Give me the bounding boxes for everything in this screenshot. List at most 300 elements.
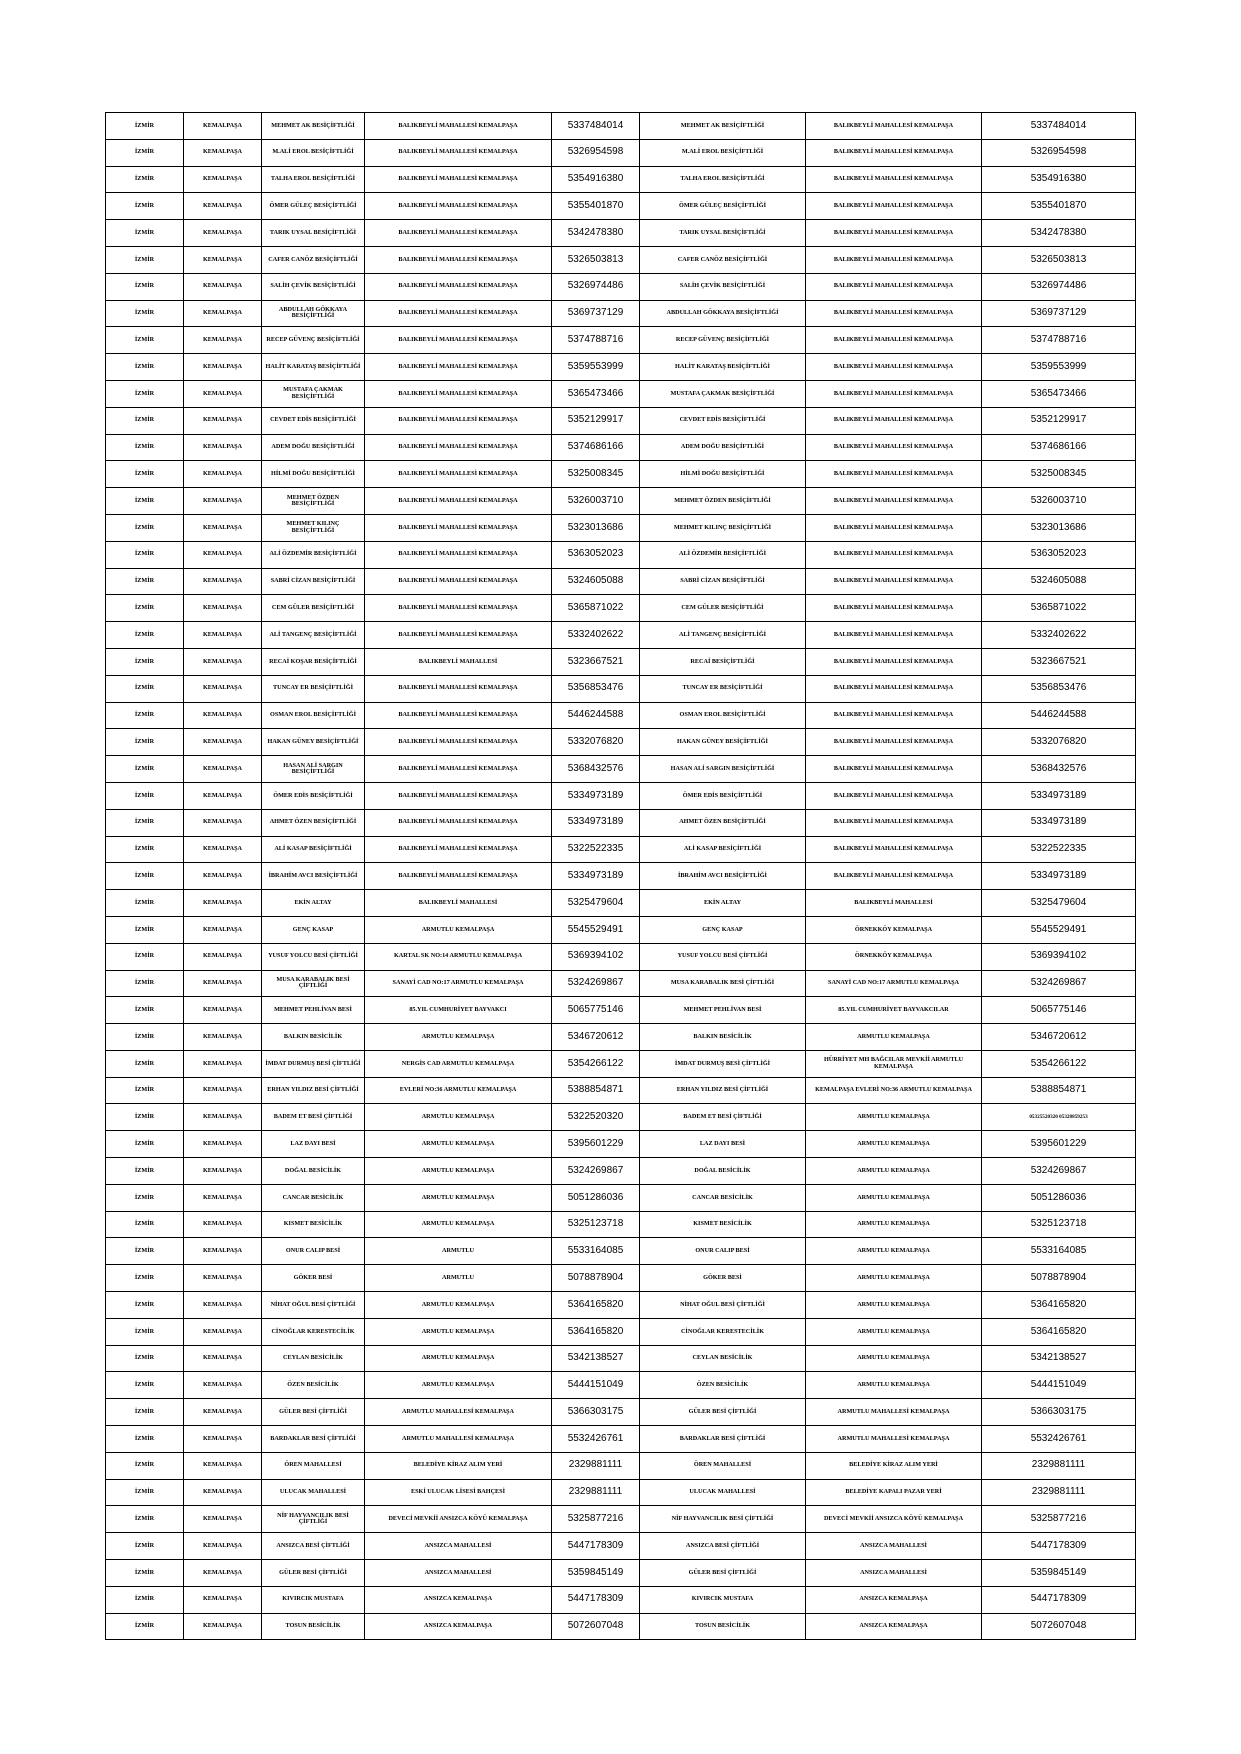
address-2-cell: 85.YIL CUMHURİYET BAYVAKCILAR (806, 997, 982, 1024)
phone-2-cell: 5323013686 (982, 514, 1136, 541)
farm-name-2-cell: BALKIN BESİCİLİK (640, 1024, 806, 1051)
city-cell: İZMİR (106, 488, 184, 515)
phone-cell: 5323013686 (552, 514, 640, 541)
city-cell: İZMİR (106, 1104, 184, 1131)
address-2-cell: BALIKBEYLİ MAHALLESİ KEMALPAŞA (806, 702, 982, 729)
address-cell: ARMUTLU (365, 1238, 552, 1265)
city-cell: İZMİR (106, 1426, 184, 1453)
phone-2-cell: 5352129917 (982, 407, 1136, 434)
table-row (106, 1426, 1136, 1453)
city-cell: İZMİR (106, 1506, 184, 1533)
table-row (106, 1184, 1136, 1211)
phone-2-cell: 5363052023 (982, 541, 1136, 568)
table-row (106, 1372, 1136, 1399)
city-cell: İZMİR (106, 407, 184, 434)
table-row (106, 702, 1136, 729)
city-cell: İZMİR (106, 1158, 184, 1185)
address-2-cell: BALIKBEYLİ MAHALLESİ KEMALPAŞA (806, 675, 982, 702)
farm-name-2-cell: SALİH ÇEVİK BESİÇİFTLİĞİ (640, 273, 806, 300)
phone-2-cell: 5326003710 (982, 488, 1136, 515)
farm-name-cell: EKİN ALTAY (262, 890, 365, 917)
farm-name-2-cell: CEVDET EDİS BESİÇİFTLİĞİ (640, 407, 806, 434)
table-row (106, 1050, 1136, 1077)
phone-2-cell: 5446244588 (982, 702, 1136, 729)
city-cell: İZMİR (106, 595, 184, 622)
district-cell: KEMALPAŞA (184, 1158, 262, 1185)
address-2-cell: ARMUTLU KEMALPAŞA (806, 1131, 982, 1158)
address-cell: BALIKBEYLİ MAHALLESİ KEMALPAŞA (365, 488, 552, 515)
farm-name-cell: RECEP GÜVENÇ BESİÇİFTLİĞİ (262, 327, 365, 354)
address-cell: BALIKBEYLİ MAHALLESİ KEMALPAŞA (365, 113, 552, 140)
table-row (106, 1238, 1136, 1265)
farm-name-cell: ULUCAK MAHALLESİ (262, 1479, 365, 1506)
address-cell: BALIKBEYLİ MAHALLESİ (365, 648, 552, 675)
table-row (106, 568, 1136, 595)
address-cell: BALIKBEYLİ MAHALLESİ KEMALPAŞA (365, 461, 552, 488)
address-2-cell: ARMUTLU KEMALPAŞA (806, 1024, 982, 1051)
table-row (106, 782, 1136, 809)
farm-name-cell: ÖMER GÜLEÇ BESİÇİFTLİĞİ (262, 193, 365, 220)
phone-2-cell: 5342478380 (982, 220, 1136, 247)
table-row (106, 139, 1136, 166)
farm-name-2-cell: MUSTAFA ÇAKMAK BESİÇİFTLİĞİ (640, 380, 806, 407)
farm-name-cell: CAFER CANÖZ BESİÇİFTLİĞİ (262, 246, 365, 273)
table-row (106, 1586, 1136, 1613)
farm-name-cell: CEM GÜLER BESİÇİFTLİĞİ (262, 595, 365, 622)
phone-cell: 5325479604 (552, 890, 640, 917)
city-cell: İZMİR (106, 943, 184, 970)
table-row (106, 166, 1136, 193)
farm-name-cell: ERHAN YILDIZ BESİ ÇİFTLİĞİ (262, 1077, 365, 1104)
address-cell: ARMUTLU KEMALPAŞA (365, 1131, 552, 1158)
farm-name-2-cell: NİF HAYVANCILIK BESİ ÇİFTLİĞİ (640, 1506, 806, 1533)
farm-name-cell: TUNCAY ER BESİÇİFTLİĞİ (262, 675, 365, 702)
phone-cell: 5388854871 (552, 1077, 640, 1104)
table-row (106, 970, 1136, 997)
address-2-cell: ÖRNEKKÖY KEMALPAŞA (806, 916, 982, 943)
farm-name-cell: ALİ KASAP BESİÇİFTLİĞİ (262, 836, 365, 863)
phone-cell: 5533164085 (552, 1238, 640, 1265)
farm-name-2-cell: TUNCAY ER BESİÇİFTLİĞİ (640, 675, 806, 702)
phone-cell: 5051286036 (552, 1184, 640, 1211)
farm-name-2-cell: LAZ DAYI BESİ (640, 1131, 806, 1158)
table-row (106, 863, 1136, 890)
farm-name-2-cell: İBRAHİM AVCI BESİÇİFTLİĞİ (640, 863, 806, 890)
address-2-cell: BELEDİYE KAPALI PAZAR YERİ (806, 1479, 982, 1506)
address-2-cell: KEMALPAŞA EVLERİ NO:36 ARMUTLU KEMALPAŞA (806, 1077, 982, 1104)
address-2-cell: BALIKBEYLİ MAHALLESİ KEMALPAŞA (806, 193, 982, 220)
farm-name-cell: CİNOĞLAR KERESTECİLİK (262, 1318, 365, 1345)
farm-name-cell: ADEM DOĞU BESİÇİFTLİĞİ (262, 434, 365, 461)
district-cell: KEMALPAŞA (184, 943, 262, 970)
table-row (106, 1613, 1136, 1640)
phone-cell: 2329881111 (552, 1452, 640, 1479)
address-2-cell: ARMUTLU KEMALPAŞA (806, 1265, 982, 1292)
farm-name-cell: GÜLER BESİ ÇİFTLİĞİ (262, 1560, 365, 1587)
city-cell: İZMİR (106, 1077, 184, 1104)
district-cell: KEMALPAŞA (184, 488, 262, 515)
phone-cell: 5355401870 (552, 193, 640, 220)
farm-name-cell: RECAİ KOŞAR BESİÇİFTLİĞİ (262, 648, 365, 675)
phone-2-cell: 5325877216 (982, 1506, 1136, 1533)
phone-2-cell: 5365473466 (982, 380, 1136, 407)
farm-name-2-cell: ABDULLAH GÖKKAYA BESİÇİFTLİĞİ (640, 300, 806, 327)
table-row (106, 729, 1136, 756)
table-row (106, 354, 1136, 381)
district-cell: KEMALPAŞA (184, 300, 262, 327)
phone-cell: 5322522335 (552, 836, 640, 863)
address-cell: ARMUTLU KEMALPAŞA (365, 1372, 552, 1399)
phone-2-cell: 5322522335 (982, 836, 1136, 863)
phone-2-cell: 5342138527 (982, 1345, 1136, 1372)
district-cell: KEMALPAŞA (184, 1506, 262, 1533)
phone-cell: 5322520320 (552, 1104, 640, 1131)
district-cell: KEMALPAŞA (184, 622, 262, 649)
district-cell: KEMALPAŞA (184, 354, 262, 381)
city-cell: İZMİR (106, 1372, 184, 1399)
address-2-cell: BALIKBEYLİ MAHALLESİ KEMALPAŞA (806, 407, 982, 434)
district-cell: KEMALPAŞA (184, 1426, 262, 1453)
table-row (106, 327, 1136, 354)
address-2-cell: BALIKBEYLİ MAHALLESİ KEMALPAŞA (806, 622, 982, 649)
location-table (105, 112, 1136, 1640)
district-cell: KEMALPAŞA (184, 541, 262, 568)
farm-name-2-cell: ÖMER GÜLEÇ BESİÇİFTLİĞİ (640, 193, 806, 220)
farm-name-cell: BALKIN BESİCİLİK (262, 1024, 365, 1051)
farm-name-cell: ÖREN MAHALLESİ (262, 1452, 365, 1479)
farm-name-2-cell: ALİ KASAP BESİÇİFTLİĞİ (640, 836, 806, 863)
farm-name-2-cell: ÖREN MAHALLESİ (640, 1452, 806, 1479)
farm-name-cell: TARIK UYSAL BESİÇİFTLİĞİ (262, 220, 365, 247)
table-row (106, 916, 1136, 943)
address-cell: ESKİ ULUCAK LİSESİ BAHÇESİ (365, 1479, 552, 1506)
farm-name-2-cell: GÖKER BESİ (640, 1265, 806, 1292)
phone-2-cell: 5325479604 (982, 890, 1136, 917)
farm-name-2-cell: KISMET BESİCİLİK (640, 1211, 806, 1238)
table-row (106, 1479, 1136, 1506)
district-cell: KEMALPAŞA (184, 970, 262, 997)
phone-2-cell: 5051286036 (982, 1184, 1136, 1211)
phone-2-cell: 5332076820 (982, 729, 1136, 756)
phone-cell: 5374686166 (552, 434, 640, 461)
address-2-cell: ANSIZCA MAHALLESİ (806, 1560, 982, 1587)
address-cell: DEVECİ MEVKİİ ANSIZCA KÖYÜ KEMALPAŞA (365, 1506, 552, 1533)
farm-name-2-cell: MEHMET PEHLİVAN BESİ (640, 997, 806, 1024)
farm-name-2-cell: ÖMER EDİS BESİÇİFTLİĞİ (640, 782, 806, 809)
address-cell: BALIKBEYLİ MAHALLESİ KEMALPAŞA (365, 300, 552, 327)
address-cell: ARMUTLU KEMALPAŞA (365, 1024, 552, 1051)
phone-2-cell: 5444151049 (982, 1372, 1136, 1399)
phone-2-cell: 5326503813 (982, 246, 1136, 273)
district-cell: KEMALPAŞA (184, 1372, 262, 1399)
phone-2-cell: 5364165820 (982, 1318, 1136, 1345)
phone-cell: 5368432576 (552, 756, 640, 783)
table-row (106, 380, 1136, 407)
address-cell: BALIKBEYLİ MAHALLESİ KEMALPAŞA (365, 273, 552, 300)
address-2-cell: ARMUTLU KEMALPAŞA (806, 1238, 982, 1265)
address-cell: EVLERİ NO:36 ARMUTLU KEMALPAŞA (365, 1077, 552, 1104)
address-cell: BALIKBEYLİ MAHALLESİ KEMALPAŞA (365, 568, 552, 595)
district-cell: KEMALPAŞA (184, 514, 262, 541)
address-cell: ARMUTLU KEMALPAŞA (365, 1292, 552, 1319)
phone-2-cell: 5374686166 (982, 434, 1136, 461)
table-row (106, 1506, 1136, 1533)
phone-2-cell: 5374788716 (982, 327, 1136, 354)
table-row (106, 488, 1136, 515)
table-row (106, 890, 1136, 917)
district-cell: KEMALPAŞA (184, 220, 262, 247)
address-cell: ARMUTLU KEMALPAŞA (365, 1345, 552, 1372)
farm-name-2-cell: ADEM DOĞU BESİÇİFTLİĞİ (640, 434, 806, 461)
phone-2-cell: 5366303175 (982, 1399, 1136, 1426)
farm-name-cell: ALİ ÖZDEMİR BESİÇİFTLİĞİ (262, 541, 365, 568)
phone-2-cell: 5359845149 (982, 1560, 1136, 1587)
district-cell: KEMALPAŞA (184, 1560, 262, 1587)
farm-name-cell: SALİH ÇEVİK BESİÇİFTLİĞİ (262, 273, 365, 300)
farm-name-2-cell: TARIK UYSAL BESİÇİFTLİĞİ (640, 220, 806, 247)
table-row (106, 1345, 1136, 1372)
phone-cell: 5369737129 (552, 300, 640, 327)
phone-2-cell: 5324605088 (982, 568, 1136, 595)
table-row (106, 300, 1136, 327)
phone-2-cell: 5447178309 (982, 1586, 1136, 1613)
address-2-cell: DEVECİ MEVKİİ ANSIZCA KÖYÜ KEMALPAŞA (806, 1506, 982, 1533)
phone-cell: 5334973189 (552, 809, 640, 836)
table-row (106, 514, 1136, 541)
city-cell: İZMİR (106, 863, 184, 890)
farm-name-2-cell: MEHMET KILINÇ BESİÇİFTLİĞİ (640, 514, 806, 541)
address-cell: ARMUTLU MAHALLESİ KEMALPAŞA (365, 1426, 552, 1453)
district-cell: KEMALPAŞA (184, 1131, 262, 1158)
address-cell: ANSIZCA KEMALPAŞA (365, 1586, 552, 1613)
phone-2-cell: 5325008345 (982, 461, 1136, 488)
table-row (106, 1131, 1136, 1158)
address-2-cell: BALIKBEYLİ MAHALLESİ KEMALPAŞA (806, 809, 982, 836)
city-cell: İZMİR (106, 1452, 184, 1479)
address-cell: BALIKBEYLİ MAHALLESİ KEMALPAŞA (365, 675, 552, 702)
table-row (106, 809, 1136, 836)
district-cell: KEMALPAŞA (184, 568, 262, 595)
city-cell: İZMİR (106, 970, 184, 997)
city-cell: İZMİR (106, 273, 184, 300)
table-row (106, 220, 1136, 247)
phone-cell: 5364165820 (552, 1318, 640, 1345)
address-2-cell: BALIKBEYLİ MAHALLESİ KEMALPAŞA (806, 514, 982, 541)
address-2-cell: BELEDİYE KİRAZ ALIM YERİ (806, 1452, 982, 1479)
farm-name-cell: LAZ DAYI BESİ (262, 1131, 365, 1158)
address-cell: 85.YIL CUMHURİYET BAYVAKCI (365, 997, 552, 1024)
phone-cell: 5365871022 (552, 595, 640, 622)
farm-name-cell: MUSTAFA ÇAKMAK BESİÇİFTLİĞİ (262, 380, 365, 407)
table-row (106, 1211, 1136, 1238)
farm-name-cell: MEHMET KILINÇ BESİÇİFTLİĞİ (262, 514, 365, 541)
table-row (106, 1265, 1136, 1292)
address-cell: BALIKBEYLİ MAHALLESİ KEMALPAŞA (365, 782, 552, 809)
district-cell: KEMALPAŞA (184, 1050, 262, 1077)
phone-cell: 5545529491 (552, 916, 640, 943)
address-cell: BALIKBEYLİ MAHALLESİ KEMALPAŞA (365, 139, 552, 166)
farm-name-cell: TOSUN BESİCİLİK (262, 1613, 365, 1640)
address-cell: BALIKBEYLİ MAHALLESİ KEMALPAŞA (365, 863, 552, 890)
address-cell: BALIKBEYLİ MAHALLESİ KEMALPAŞA (365, 836, 552, 863)
district-cell: KEMALPAŞA (184, 1345, 262, 1372)
district-cell: KEMALPAŞA (184, 461, 262, 488)
address-2-cell: ARMUTLU MAHALLESİ KEMALPAŞA (806, 1399, 982, 1426)
city-cell: İZMİR (106, 1613, 184, 1640)
phone-2-cell: 5065775146 (982, 997, 1136, 1024)
city-cell: İZMİR (106, 113, 184, 140)
table-row (106, 756, 1136, 783)
phone-cell: 5324269867 (552, 970, 640, 997)
farm-name-cell: ÖZEN BESİCİLİK (262, 1372, 365, 1399)
farm-name-cell: BADEM ET BESİ ÇİFTLİĞİ (262, 1104, 365, 1131)
farm-name-cell: ONUR CALIP BESİ (262, 1238, 365, 1265)
farm-name-2-cell: HASAN ALİ SARGIN BESİÇİFTLİĞİ (640, 756, 806, 783)
farm-name-cell: MEHMET ÖZDEN BESİÇİFTLİĞİ (262, 488, 365, 515)
district-cell: KEMALPAŞA (184, 434, 262, 461)
district-cell: KEMALPAŞA (184, 1318, 262, 1345)
farm-name-cell: KIVIRCIK MUSTAFA (262, 1586, 365, 1613)
district-cell: KEMALPAŞA (184, 809, 262, 836)
farm-name-2-cell: AHMET ÖZEN BESİÇİFTLİĞİ (640, 809, 806, 836)
district-cell: KEMALPAŞA (184, 756, 262, 783)
city-cell: İZMİR (106, 1292, 184, 1319)
city-cell: İZMİR (106, 836, 184, 863)
phone-cell: 5337484014 (552, 113, 640, 140)
district-cell: KEMALPAŞA (184, 1265, 262, 1292)
farm-name-2-cell: RECEP GÜVENÇ BESİÇİFTLİĞİ (640, 327, 806, 354)
farm-name-2-cell: MEHMET ÖZDEN BESİÇİFTLİĞİ (640, 488, 806, 515)
address-2-cell: BALIKBEYLİ MAHALLESİ KEMALPAŞA (806, 139, 982, 166)
address-2-cell: BALIKBEYLİ MAHALLESİ KEMALPAŞA (806, 836, 982, 863)
farm-name-2-cell: RECAİ BESİÇİFTLİĞİ (640, 648, 806, 675)
address-2-cell: BALIKBEYLİ MAHALLESİ KEMALPAŞA (806, 488, 982, 515)
farm-name-2-cell: İMDAT DURMUŞ BESİ ÇİFTLİĞİ (640, 1050, 806, 1077)
phone-2-cell: 2329881111 (982, 1479, 1136, 1506)
farm-name-cell: HALİT KARATAŞ BESİÇİFTLİĞİ (262, 354, 365, 381)
district-cell: KEMALPAŞA (184, 1211, 262, 1238)
district-cell: KEMALPAŞA (184, 193, 262, 220)
district-cell: KEMALPAŞA (184, 327, 262, 354)
address-cell: NERGİS CAD ARMUTLU KEMALPAŞA (365, 1050, 552, 1077)
farm-name-2-cell: YUSUF YOLCU BESİ ÇİFTLİĞİ (640, 943, 806, 970)
phone-2-cell: 5388854871 (982, 1077, 1136, 1104)
phone-2-cell: 5354916380 (982, 166, 1136, 193)
city-cell: İZMİR (106, 702, 184, 729)
phone-cell: 5346720612 (552, 1024, 640, 1051)
city-cell: İZMİR (106, 461, 184, 488)
address-cell: BALIKBEYLİ MAHALLESİ KEMALPAŞA (365, 702, 552, 729)
farm-name-2-cell: ERHAN YILDIZ BESİ ÇİFTLİĞİ (640, 1077, 806, 1104)
phone-2-cell: 5447178309 (982, 1533, 1136, 1560)
farm-name-2-cell: HAKAN GÜNEY BESİÇİFTLİĞİ (640, 729, 806, 756)
farm-name-2-cell: ULUCAK MAHALLESİ (640, 1479, 806, 1506)
address-cell: ARMUTLU KEMALPAŞA (365, 1104, 552, 1131)
phone-2-cell: 5337484014 (982, 113, 1136, 140)
city-cell: İZMİR (106, 809, 184, 836)
farm-name-cell: GÖKER BESİ (262, 1265, 365, 1292)
farm-name-cell: ALİ TANGENÇ BESİÇİFTLİĞİ (262, 622, 365, 649)
phone-cell: 5325877216 (552, 1506, 640, 1533)
phone-cell: 5374788716 (552, 327, 640, 354)
phone-cell: 5078878904 (552, 1265, 640, 1292)
phone-cell: 5342138527 (552, 1345, 640, 1372)
farm-name-2-cell: OSMAN EROL BESİÇİFTLİĞİ (640, 702, 806, 729)
city-cell: İZMİR (106, 890, 184, 917)
district-cell: KEMALPAŞA (184, 113, 262, 140)
farm-name-cell: NİF HAYVANCILIK BESİ ÇİFTLİĞİ (262, 1506, 365, 1533)
address-2-cell: BALIKBEYLİ MAHALLESİ KEMALPAŞA (806, 220, 982, 247)
address-2-cell: BALIKBEYLİ MAHALLESİ KEMALPAŞA (806, 595, 982, 622)
city-cell: İZMİR (106, 1533, 184, 1560)
table-row (106, 434, 1136, 461)
address-2-cell: BALIKBEYLİ MAHALLESİ KEMALPAŞA (806, 113, 982, 140)
phone-2-cell: 5078878904 (982, 1265, 1136, 1292)
table-row (106, 675, 1136, 702)
address-2-cell: BALIKBEYLİ MAHALLESİ KEMALPAŞA (806, 300, 982, 327)
farm-name-2-cell: HALİT KARATAŞ BESİÇİFTLİĞİ (640, 354, 806, 381)
address-cell: ARMUTLU KEMALPAŞA (365, 1211, 552, 1238)
phone-2-cell: 5365871022 (982, 595, 1136, 622)
phone-cell: 5326003710 (552, 488, 640, 515)
address-cell: BALIKBEYLİ MAHALLESİ KEMALPAŞA (365, 193, 552, 220)
district-cell: KEMALPAŞA (184, 836, 262, 863)
district-cell: KEMALPAŞA (184, 380, 262, 407)
address-cell: BALIKBEYLİ MAHALLESİ KEMALPAŞA (365, 246, 552, 273)
city-cell: İZMİR (106, 1131, 184, 1158)
address-2-cell: ANSIZCA KEMALPAŞA (806, 1586, 982, 1613)
district-cell: KEMALPAŞA (184, 1184, 262, 1211)
phone-cell: 5324605088 (552, 568, 640, 595)
phone-2-cell: 5334973189 (982, 782, 1136, 809)
farm-name-cell: İMDAT DURMUŞ BESİ ÇİFTLİĞİ (262, 1050, 365, 1077)
city-cell: İZMİR (106, 782, 184, 809)
address-cell: BALIKBEYLİ MAHALLESİ (365, 890, 552, 917)
city-cell: İZMİR (106, 1050, 184, 1077)
farm-name-cell: M.ALİ EROL BESİÇİFTLİĞİ (262, 139, 365, 166)
farm-name-2-cell: CEYLAN BESİCİLİK (640, 1345, 806, 1372)
address-2-cell: BALIKBEYLİ MAHALLESİ KEMALPAŞA (806, 246, 982, 273)
address-2-cell: BALIKBEYLİ MAHALLESİ KEMALPAŞA (806, 434, 982, 461)
phone-cell: 5354916380 (552, 166, 640, 193)
city-cell: İZMİR (106, 568, 184, 595)
address-2-cell: BALIKBEYLİ MAHALLESİ KEMALPAŞA (806, 273, 982, 300)
phone-2-cell: 05325520320 05328859253 (982, 1104, 1136, 1131)
phone-cell: 5326503813 (552, 246, 640, 273)
table-row (106, 1024, 1136, 1051)
farm-name-cell: MEHMET AK BESİÇİFTLİĞİ (262, 113, 365, 140)
city-cell: İZMİR (106, 756, 184, 783)
phone-cell: 5324269867 (552, 1158, 640, 1185)
farm-name-2-cell: MEHMET AK BESİÇİFTLİĞİ (640, 113, 806, 140)
table-row (106, 1318, 1136, 1345)
phone-2-cell: 5359553999 (982, 354, 1136, 381)
farm-name-2-cell: TOSUN BESİCİLİK (640, 1613, 806, 1640)
address-2-cell: BALIKBEYLİ MAHALLESİ KEMALPAŞA (806, 166, 982, 193)
district-cell: KEMALPAŞA (184, 890, 262, 917)
farm-name-2-cell: ONUR CALIP BESİ (640, 1238, 806, 1265)
farm-name-cell: CEVDET EDİS BESİÇİFTLİĞİ (262, 407, 365, 434)
farm-name-2-cell: EKİN ALTAY (640, 890, 806, 917)
farm-name-cell: MUSA KARABALIK BESİ ÇİFTLİĞİ (262, 970, 365, 997)
address-2-cell: ARMUTLU KEMALPAŞA (806, 1184, 982, 1211)
district-cell: KEMALPAŞA (184, 648, 262, 675)
farm-name-cell: ÖMER EDİS BESİÇİFTLİĞİ (262, 782, 365, 809)
city-cell: İZMİR (106, 1345, 184, 1372)
farm-name-2-cell: GÜLER BESİ ÇİFTLİĞİ (640, 1560, 806, 1587)
address-cell: BALIKBEYLİ MAHALLESİ KEMALPAŞA (365, 166, 552, 193)
district-cell: KEMALPAŞA (184, 1452, 262, 1479)
